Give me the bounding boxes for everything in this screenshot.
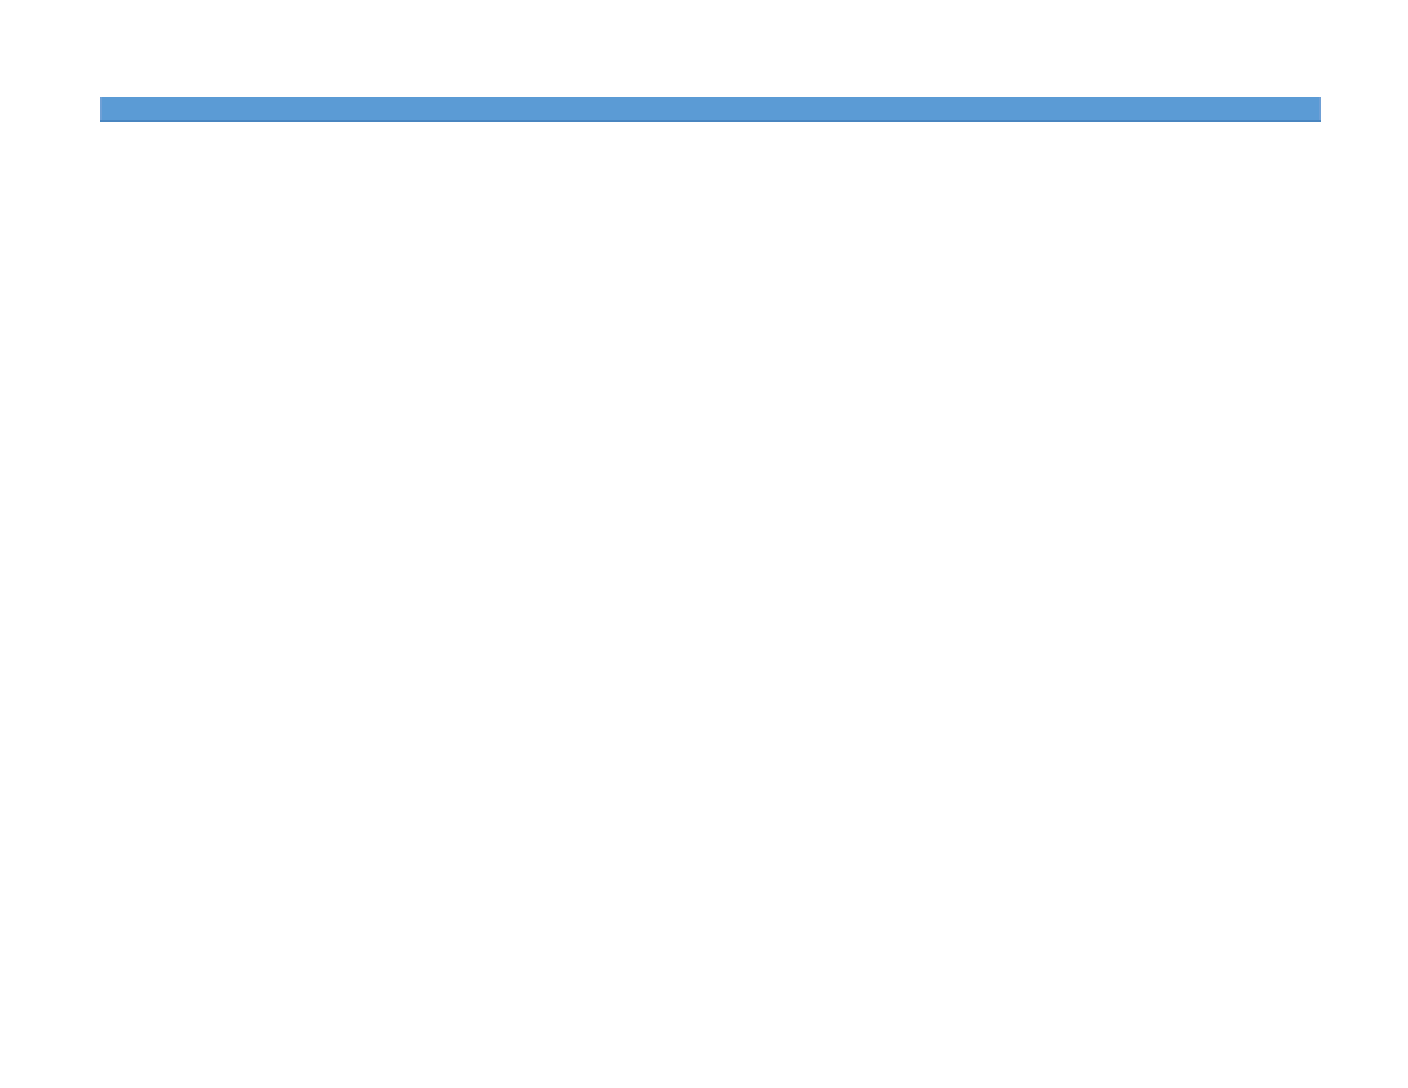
column-header[interactable]: [191, 97, 311, 121]
header-row: [101, 97, 1320, 121]
column-header[interactable]: [681, 97, 906, 121]
column-header[interactable]: [551, 97, 681, 121]
data-table: [100, 97, 1321, 122]
column-header[interactable]: [1081, 97, 1320, 121]
column-header[interactable]: [311, 97, 551, 121]
column-header[interactable]: [906, 97, 1081, 121]
spreadsheet: [100, 97, 1319, 122]
column-header[interactable]: [101, 97, 191, 121]
